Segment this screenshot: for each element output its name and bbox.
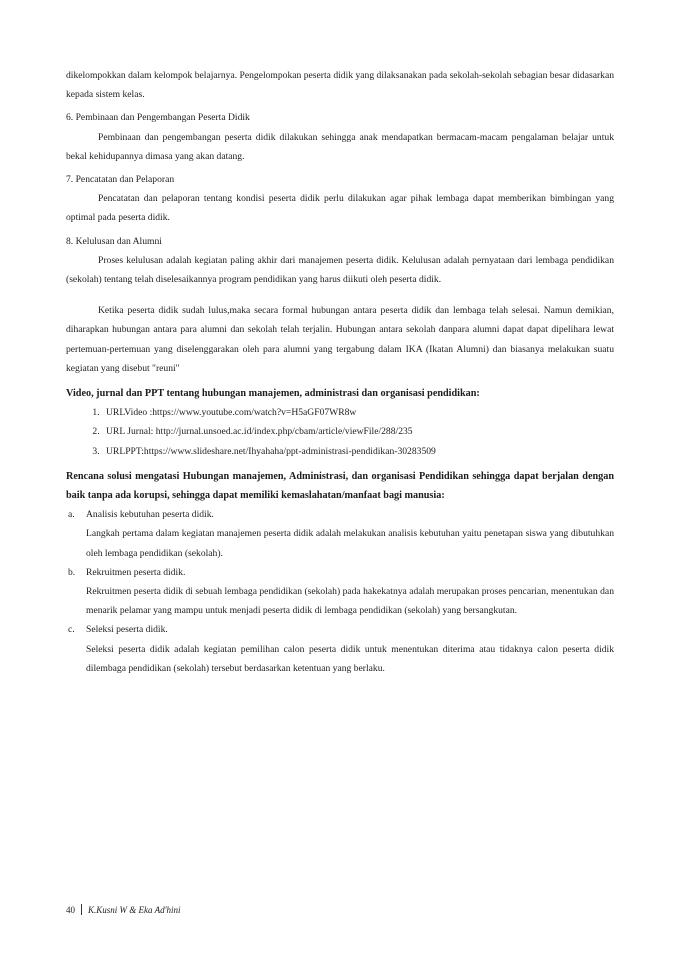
links-list [66,403,614,461]
step-title: Seleksi peserta didik. [86,624,168,636]
step-body: Rekruitmen peserta didik di sebuah lembaga pendidikan (sekolah) pada hakekatnya adalah merupakan proses pencarian, menentukan dan menarik pelamar yang mampu untuk menjadi peserta didik di lembaga pendidikan (sekolah) yang bersangkutan. [86,586,614,617]
section-body: Proses kelulusan adalah kegiatan paling akhir dari manajemen peserta didik. Kelulusan adalah pernyataan dari lembaga pendidikan (sekolah) tentang telah diselesaikannya program pendidikan yang harus diikuti oleh peserta didik. [66,254,614,286]
link-video[interactable]: 1. URLVideo :https://www.youtube.com/watch?v=H5aGF07WR8w [102,403,614,422]
section-title: 8. Kelulusan dan Alumni [66,235,162,247]
steps-list [66,505,614,678]
section-7 [66,170,614,228]
section-body: Pembinaan dan pengembangan peserta didik dilakukan sehingga anak mendapatkan bermacam-macam pengalaman belajar untuk bekal kehidupannya dimasa yang akan datang. [66,131,614,162]
intro-paragraph: dikelompokkan dalam kelompok belajarnya. Pengelompokan peserta didik yang dilaksanakan pada sekolah-sekolah sebagian besar didasarkan kepada sistem kelas. [66,70,614,101]
step-item [66,505,614,563]
link-journal[interactable]: 2. URL Jurnal: http://jurnal.unsoed.ac.id/index.php/cbam/article/viewFile/288/235 [102,422,614,441]
step-body: Langkah pertama dalam kegiatan manajemen peserta didik adalah melakukan analisis kebutuhan yaitu penetapan siswa yang dibutuhkan oleh lembaga pendidikan (sekolah). [86,528,614,559]
section-8 [66,232,614,290]
links-heading: Video, jurnal dan PPT tentang hubungan manajemen, administrasi dan organisasi pendidikan: [66,388,480,400]
step-title: Analisis kebutuhan peserta didik. [86,509,214,521]
step-item [66,620,614,678]
page-number: 40 [66,905,75,915]
plan-heading: Rencana solusi mengatasi Hubungan manajemen, Administrasi, dan organisasi Pendidikan sehingga dapat berjalan dengan baik tanpa ada korupsi, sehingga dapat memiliki kemaslahatan/manfaat bagi manusia: [66,470,614,502]
section-title: 6. Pembinaan dan Pengembangan Peserta Didik [66,112,250,124]
step-body: Seleksi peserta didik adalah kegiatan pemilihan calon peserta didik untuk menentukan diterima atau tidaknya calon peserta didik dilembaga pendidikan (sekolah) tersebut berdasarkan ketentuan yang berlaku. [86,643,614,674]
section-body: Pencatatan dan pelaporan tentang kondisi peserta didik perlu dilakukan agar pihak lembaga dapat memberikan bimbingan yang optimal pada peserta didik. [66,193,614,224]
page-footer [66,904,181,915]
step-marker: a. [68,509,75,521]
alumni-paragraph: Ketika peserta didik sudah lulus,maka secara formal hubungan antara peserta didik dan lembaga telah selesai. Namun demikian, diharapkan hubungan antara para alumni dan sekolah telah terjalin. Hubungan antara sekolah danpara alumni dapat dapat dipelihara lewat pertemuan-pertemuan yang diselenggarakan oleh para alumni yang tergabung dalam IKA (Ikatan Alumni) dan biasanya melakukan suatu kegiatan yang disebut "reuni" [66,305,614,374]
page-content [66,66,614,678]
step-marker: c. [68,624,75,636]
step-item [66,563,614,621]
step-marker: b. [68,566,76,578]
section-6 [66,108,614,166]
section-title: 7. Pencatatan dan Pelaporan [66,174,175,186]
footer-authors: K.Kusni W & Eka Ad'hini [88,905,181,915]
step-title: Rekruitmen peserta didik. [86,566,186,578]
link-ppt[interactable]: 3. URLPPT:https://www.slideshare.net/Ihyahaha/ppt-administrasi-pendidikan-30283509 [102,442,614,461]
footer-divider [81,904,82,915]
